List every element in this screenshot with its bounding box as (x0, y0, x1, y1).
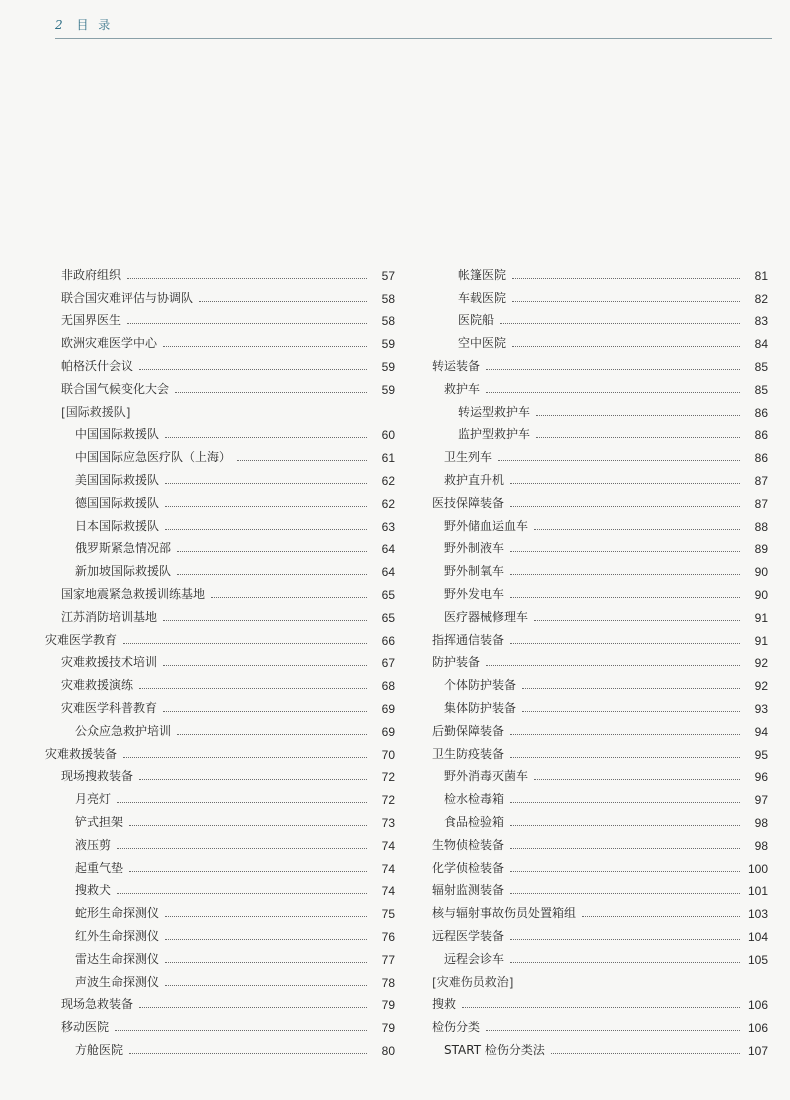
toc-left-column (45, 260, 395, 1058)
dot-leader (510, 757, 740, 758)
toc-entry[interactable] (432, 534, 768, 557)
dot-leader (534, 779, 740, 780)
entry-page-number: 72 (381, 793, 395, 808)
entry-page-number: 81 (754, 268, 768, 283)
dot-leader (127, 323, 367, 324)
entry-title: 转运型救护车 (458, 404, 531, 419)
toc-entry[interactable] (432, 921, 768, 944)
toc-entry[interactable] (432, 739, 768, 762)
entry-title: 卫生列车 (444, 450, 493, 465)
entry-title: 日本国际救援队 (75, 518, 160, 533)
toc-entry[interactable] (432, 351, 768, 374)
toc-entry[interactable] (432, 876, 768, 899)
entry-title: 德国国际救援队 (75, 495, 160, 510)
dot-leader (462, 1007, 740, 1008)
entry-title: 检水检毒箱 (444, 792, 505, 807)
toc-entry[interactable] (45, 351, 395, 374)
bracket-open: [ (61, 405, 66, 420)
heading-title: 国际救援队 (65, 404, 126, 419)
toc-entry[interactable] (45, 442, 395, 465)
entry-page-number: 91 (754, 610, 768, 625)
toc-entry[interactable] (45, 762, 395, 785)
dot-leader (510, 483, 740, 484)
dot-leader (237, 460, 367, 461)
entry-title: 监护型救护车 (458, 427, 531, 442)
dot-leader (199, 301, 367, 302)
dot-leader (536, 415, 740, 416)
toc-entry[interactable] (45, 784, 395, 807)
dot-leader (165, 483, 367, 484)
entry-title: 搜救 (432, 997, 457, 1012)
dot-leader (510, 825, 740, 826)
toc-entry[interactable] (45, 488, 395, 511)
dot-leader (165, 939, 367, 940)
bracket-open: [ (432, 975, 437, 990)
toc-entry[interactable] (432, 898, 768, 921)
dot-leader (139, 779, 367, 780)
toc-entry[interactable] (432, 397, 768, 420)
dot-leader (165, 985, 367, 986)
dot-leader (510, 551, 740, 552)
entry-page-number: 94 (754, 724, 768, 739)
dot-leader (177, 551, 367, 552)
entry-page-number: 60 (381, 428, 395, 443)
toc-entry[interactable] (45, 511, 395, 534)
toc-entry[interactable] (432, 511, 768, 534)
entry-title: 联合国气候变化大会 (61, 381, 170, 396)
entry-page-number: 86 (754, 428, 768, 443)
toc-entry[interactable] (432, 579, 768, 602)
toc-entry[interactable] (45, 693, 395, 716)
toc-entry[interactable] (45, 967, 395, 990)
toc-entry[interactable] (45, 921, 395, 944)
entry-title: 指挥通信装备 (432, 632, 505, 647)
entry-page-number: 85 (754, 382, 768, 397)
dot-leader (123, 643, 367, 644)
dot-leader (163, 665, 367, 666)
toc-entry[interactable] (45, 465, 395, 488)
entry-page-number: 79 (381, 998, 395, 1013)
dot-leader (536, 437, 740, 438)
dot-leader (510, 962, 740, 963)
dot-leader (486, 665, 740, 666)
dot-leader (129, 1053, 367, 1054)
entry-title: 雷达生命探测仪 (75, 951, 160, 966)
toc-entry[interactable] (432, 670, 768, 693)
entry-page-number: 69 (381, 701, 395, 716)
dot-leader (510, 893, 740, 894)
entry-page-number: 98 (754, 815, 768, 830)
dot-leader (139, 1007, 367, 1008)
page-number: 2 (55, 18, 63, 32)
entry-title: 食品检验箱 (444, 814, 505, 829)
entry-page-number: 63 (381, 519, 395, 534)
dot-leader (165, 916, 367, 917)
toc-entry[interactable] (432, 306, 768, 329)
dot-leader (115, 1030, 367, 1031)
entry-page-number: 88 (754, 519, 768, 534)
toc-entry[interactable] (432, 1012, 768, 1035)
dot-leader (510, 643, 740, 644)
entry-page-number: 78 (381, 975, 395, 990)
dot-leader (486, 1030, 740, 1031)
toc-entry[interactable] (45, 716, 395, 739)
entry-page-number: 70 (381, 747, 395, 762)
entry-title: 生物侦检装备 (432, 837, 505, 852)
entry-page-number: 58 (381, 291, 395, 306)
toc-entry[interactable] (45, 374, 395, 397)
dot-leader (165, 529, 367, 530)
entry-title: 红外生命探测仪 (75, 928, 160, 943)
entry-title: START 检伤分类法 (444, 1042, 545, 1057)
running-header (55, 16, 772, 39)
entry-page-number: 103 (747, 907, 768, 922)
dot-leader (139, 369, 367, 370)
dot-leader (582, 916, 740, 917)
dot-leader (534, 620, 740, 621)
entry-page-number: 68 (381, 679, 395, 694)
entry-page-number: 64 (381, 565, 395, 580)
entry-page-number: 86 (754, 451, 768, 466)
toc-entry[interactable] (432, 716, 768, 739)
entry-page-number: 86 (754, 405, 768, 420)
dot-leader (551, 1053, 740, 1054)
dot-leader (163, 711, 367, 712)
entry-page-number: 98 (754, 838, 768, 853)
entry-title: 远程医学装备 (432, 928, 505, 943)
entry-title: 野外消毒灭菌车 (444, 769, 529, 784)
entry-title: 卫生防疫装备 (432, 746, 505, 761)
entry-title: 公众应急救护培训 (75, 723, 172, 738)
toc-right-column (432, 260, 768, 1058)
entry-page-number: 104 (747, 929, 768, 944)
entry-page-number: 66 (381, 633, 395, 648)
entry-title: 转运装备 (432, 358, 481, 373)
entry-title: 方舱医院 (75, 1042, 124, 1057)
entry-title: 非政府组织 (61, 267, 122, 282)
toc-entry[interactable] (45, 306, 395, 329)
entry-title: 新加坡国际救援队 (75, 564, 172, 579)
toc-section-heading (432, 967, 768, 990)
toc-entry[interactable] (45, 739, 395, 762)
entry-page-number: 96 (754, 770, 768, 785)
entry-page-number: 74 (381, 838, 395, 853)
toc-entry[interactable] (432, 648, 768, 671)
toc-entry[interactable] (45, 830, 395, 853)
entry-title: 野外储血运血车 (444, 518, 529, 533)
toc-entry[interactable] (45, 1012, 395, 1035)
toc-entry[interactable] (432, 374, 768, 397)
toc-entry[interactable] (432, 1035, 768, 1058)
entry-page-number: 83 (754, 314, 768, 329)
entry-page-number: 72 (381, 770, 395, 785)
dot-leader (117, 848, 367, 849)
dot-leader (510, 871, 740, 872)
entry-page-number: 77 (381, 952, 395, 967)
entry-title: 蛇形生命探测仪 (75, 906, 160, 921)
entry-page-number: 57 (381, 268, 395, 283)
dot-leader (165, 437, 367, 438)
entry-title: 美国国际救援队 (75, 472, 160, 487)
entry-title: 欧洲灾难医学中心 (61, 336, 158, 351)
entry-title: 远程会诊车 (444, 951, 505, 966)
dot-leader (512, 278, 740, 279)
entry-page-number: 105 (747, 952, 768, 967)
entry-title: 灾难医学科普教育 (61, 700, 158, 715)
toc-entry[interactable] (432, 465, 768, 488)
entry-title: 核与辐射事故伤员处置箱组 (432, 906, 577, 921)
toc-entry[interactable] (432, 853, 768, 876)
entry-title: 野外制氧车 (444, 564, 505, 579)
toc-entry[interactable] (45, 807, 395, 830)
entry-page-number: 74 (381, 884, 395, 899)
entry-title: 后勤保障装备 (432, 723, 505, 738)
toc-entry[interactable] (432, 944, 768, 967)
entry-page-number: 67 (381, 656, 395, 671)
entry-title: 化学侦检装备 (432, 860, 505, 875)
entry-page-number: 106 (747, 1021, 768, 1036)
entry-page-number: 58 (381, 314, 395, 329)
dot-leader (510, 734, 740, 735)
entry-page-number: 64 (381, 542, 395, 557)
entry-page-number: 61 (381, 451, 395, 466)
entry-page-number: 59 (381, 382, 395, 397)
dot-leader (510, 506, 740, 507)
entry-page-number: 89 (754, 542, 768, 557)
entry-page-number: 65 (381, 610, 395, 625)
entry-title: 救护直升机 (444, 472, 505, 487)
toc-section-heading (45, 397, 395, 420)
dot-leader (500, 323, 740, 324)
toc-entry[interactable] (45, 944, 395, 967)
section-title: 目 录 (76, 18, 114, 32)
toc-entry[interactable] (45, 602, 395, 625)
entry-page-number: 75 (381, 907, 395, 922)
toc-entry[interactable] (432, 283, 768, 306)
dot-leader (163, 346, 367, 347)
toc-entry[interactable] (432, 784, 768, 807)
dot-leader (512, 301, 740, 302)
entry-title: 防护装备 (432, 655, 481, 670)
toc-entry[interactable] (45, 648, 395, 671)
bracket-close: ] (125, 405, 131, 420)
entry-page-number: 65 (381, 587, 395, 602)
entry-title: 国家地震紧急救援训练基地 (61, 586, 206, 601)
entry-page-number: 76 (381, 929, 395, 944)
dot-leader (510, 848, 740, 849)
entry-page-number: 90 (754, 587, 768, 602)
dot-leader (175, 392, 367, 393)
entry-title: 现场搜救装备 (61, 769, 134, 784)
entry-title: 移动医院 (61, 1020, 110, 1035)
toc-entry[interactable] (45, 876, 395, 899)
entry-page-number: 73 (381, 815, 395, 830)
entry-page-number: 90 (754, 565, 768, 580)
dot-leader (510, 574, 740, 575)
entry-title: 声波生命探测仪 (75, 974, 160, 989)
dot-leader (534, 529, 740, 530)
toc-entry[interactable] (432, 260, 768, 283)
entry-title: 空中医院 (458, 336, 507, 351)
entry-title: 铲式担架 (75, 814, 124, 829)
dot-leader (486, 392, 740, 393)
entry-title: 个体防护装备 (444, 678, 517, 693)
entry-title: 中国国际救援队 (75, 427, 160, 442)
toc-entry[interactable] (432, 488, 768, 511)
entry-page-number: 85 (754, 359, 768, 374)
dot-leader (163, 620, 367, 621)
entry-page-number: 79 (381, 1021, 395, 1036)
entry-page-number: 84 (754, 337, 768, 352)
entry-page-number: 91 (754, 633, 768, 648)
toc-entry[interactable] (45, 579, 395, 602)
entry-title: 医技保障装备 (432, 495, 505, 510)
entry-title: 月亮灯 (75, 792, 112, 807)
entry-title: 帐篷医院 (458, 267, 507, 282)
toc-entry[interactable] (432, 625, 768, 648)
entry-page-number: 69 (381, 724, 395, 739)
toc-entry[interactable] (432, 990, 768, 1013)
entry-title: 联合国灾难评估与协调队 (61, 290, 194, 305)
entry-page-number: 95 (754, 747, 768, 762)
toc-entry[interactable] (432, 328, 768, 351)
entry-title: 灾难救援演练 (61, 678, 134, 693)
entry-title: 医院船 (458, 313, 495, 328)
dot-leader (211, 597, 367, 598)
entry-title: 起重气垫 (75, 860, 124, 875)
entry-title: 检伤分类 (432, 1020, 481, 1035)
entry-title: 集体防护装备 (444, 700, 517, 715)
dot-leader (512, 346, 740, 347)
entry-page-number: 59 (381, 359, 395, 374)
entry-title: 辐射监测装备 (432, 883, 505, 898)
bracket-close: ] (508, 975, 514, 990)
toc-entry[interactable] (45, 898, 395, 921)
entry-title: 江苏消防培训基地 (61, 609, 158, 624)
dot-leader (117, 893, 367, 894)
dot-leader (510, 597, 740, 598)
entry-page-number: 74 (381, 861, 395, 876)
dot-leader (510, 939, 740, 940)
dot-leader (117, 802, 367, 803)
entry-page-number: 100 (747, 861, 768, 876)
entry-page-number: 97 (754, 793, 768, 808)
toc-entry[interactable] (45, 260, 395, 283)
dot-leader (522, 711, 740, 712)
toc-entry[interactable] (432, 830, 768, 853)
entry-title: 野外发电车 (444, 586, 505, 601)
dot-leader (129, 825, 367, 826)
entry-page-number: 87 (754, 496, 768, 511)
entry-title: 医疗器械修理车 (444, 609, 529, 624)
dot-leader (129, 871, 367, 872)
entry-title: 救护车 (444, 381, 481, 396)
entry-page-number: 62 (381, 496, 395, 511)
entry-page-number: 62 (381, 473, 395, 488)
toc-entry[interactable] (432, 693, 768, 716)
dot-leader (123, 757, 367, 758)
entry-title: 车载医院 (458, 290, 507, 305)
toc-entry[interactable] (432, 556, 768, 579)
dot-leader (127, 278, 367, 279)
heading-title: 灾难伤员救治 (436, 974, 509, 989)
toc-entry[interactable] (45, 556, 395, 579)
dot-leader (165, 962, 367, 963)
entry-title: 灾难救援装备 (45, 746, 118, 761)
entry-title: 野外制液车 (444, 541, 505, 556)
toc-entry[interactable] (45, 420, 395, 443)
entry-title: 无国界医生 (61, 313, 122, 328)
dot-leader (139, 688, 367, 689)
entry-page-number: 93 (754, 701, 768, 716)
entry-title: 搜救犬 (75, 883, 112, 898)
dot-leader (177, 574, 367, 575)
entry-title: 灾难救援技术培训 (61, 655, 158, 670)
entry-title: 帕格沃什会议 (61, 358, 134, 373)
dot-leader (522, 688, 740, 689)
entry-page-number: 101 (747, 884, 768, 899)
toc-entry[interactable] (432, 807, 768, 830)
entry-title: 俄罗斯紧急情况部 (75, 541, 172, 556)
dot-leader (498, 460, 740, 461)
dot-leader (177, 734, 367, 735)
entry-page-number: 92 (754, 679, 768, 694)
toc-entry[interactable] (45, 853, 395, 876)
entry-page-number: 87 (754, 473, 768, 488)
dot-leader (165, 506, 367, 507)
entry-title: 现场急救装备 (61, 997, 134, 1012)
entry-page-number: 107 (747, 1043, 768, 1058)
toc-entry[interactable] (45, 670, 395, 693)
dot-leader (486, 369, 740, 370)
entry-title: 液压剪 (75, 837, 112, 852)
toc-entry[interactable] (45, 1035, 395, 1058)
dot-leader (510, 802, 740, 803)
entry-page-number: 106 (747, 998, 768, 1013)
toc-entry[interactable] (45, 625, 395, 648)
entry-page-number: 80 (381, 1043, 395, 1058)
entry-page-number: 82 (754, 291, 768, 306)
toc-entry[interactable] (432, 762, 768, 785)
toc-entry[interactable] (432, 602, 768, 625)
entry-page-number: 59 (381, 337, 395, 352)
entry-page-number: 92 (754, 656, 768, 671)
toc-entry[interactable] (432, 442, 768, 465)
toc-entry[interactable] (45, 328, 395, 351)
toc-entry[interactable] (432, 420, 768, 443)
entry-title: 中国国际应急医疗队（上海） (75, 450, 232, 465)
toc-entry[interactable] (45, 990, 395, 1013)
entry-title: 灾难医学教育 (45, 632, 118, 647)
toc-entry[interactable] (45, 283, 395, 306)
toc-entry[interactable] (45, 534, 395, 557)
